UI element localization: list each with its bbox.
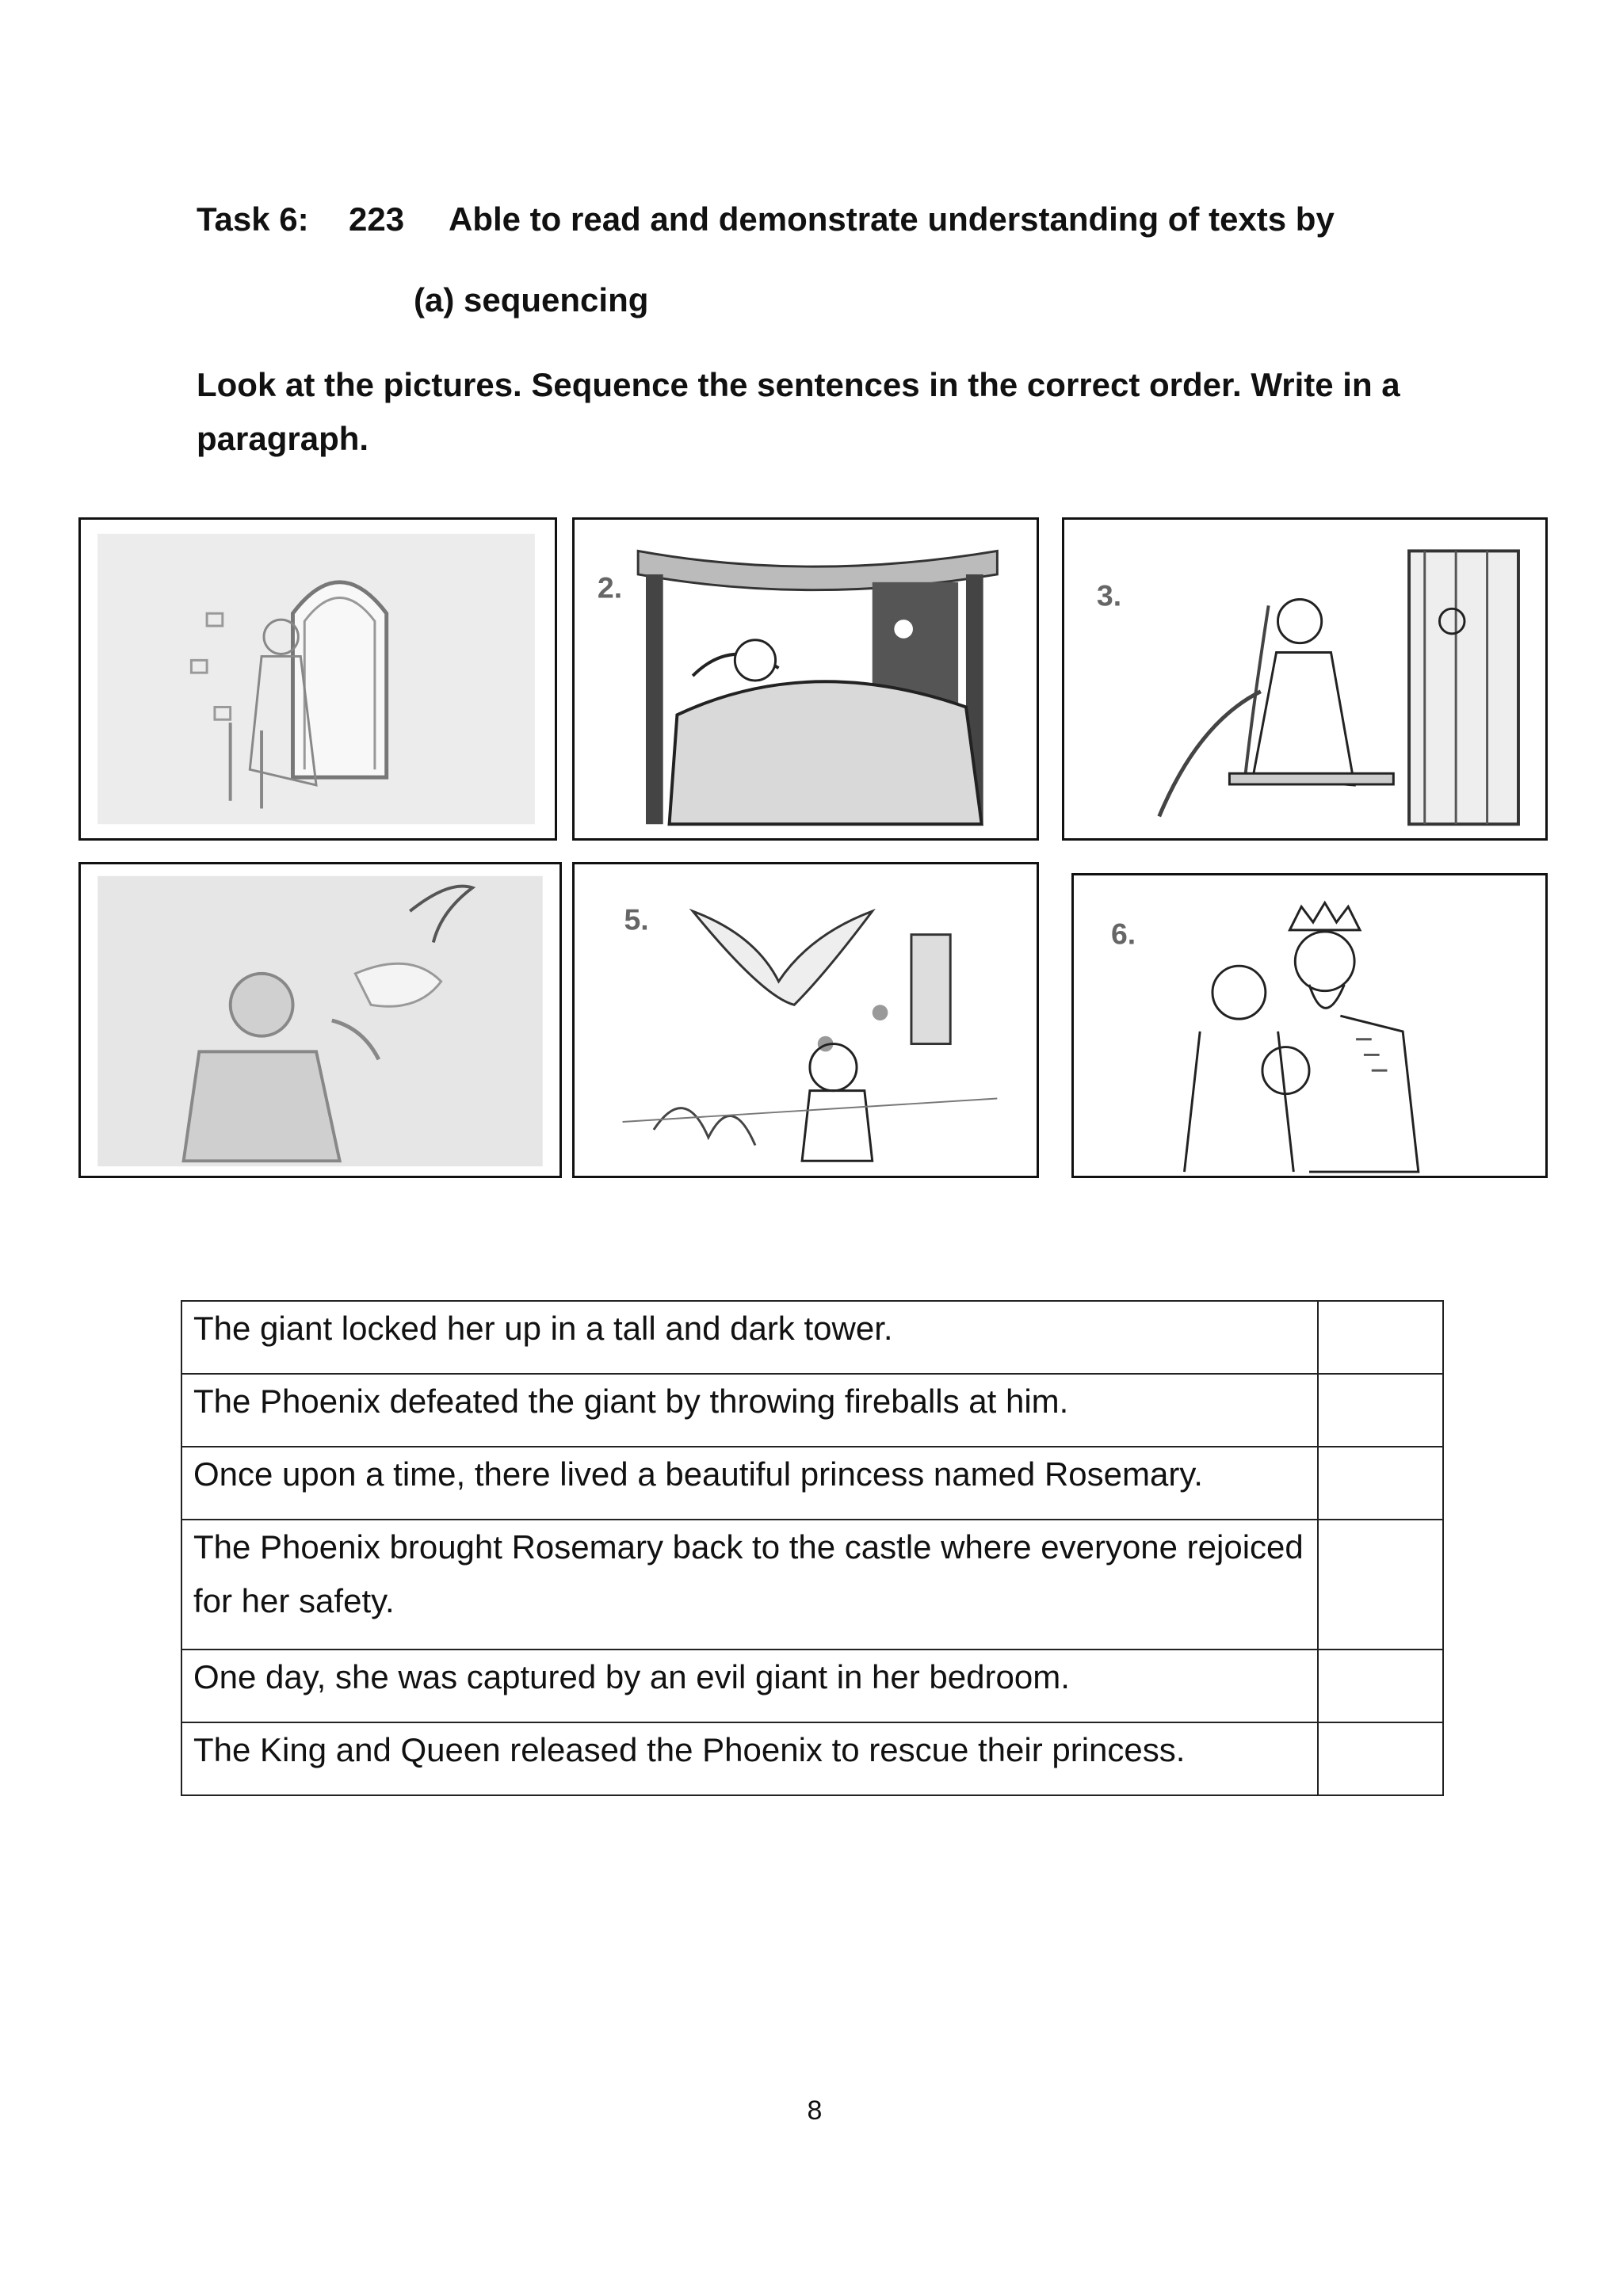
princess-window-illustration: [81, 520, 555, 838]
page-number: 8: [807, 2096, 823, 2126]
table-row: [181, 1650, 1443, 1722]
answer-box[interactable]: [1318, 1301, 1443, 1374]
instruction-text: Look at the pictures. Sequence the sentences in the correct order. Write in a paragraph.: [197, 366, 1400, 457]
task-label: Task 6:: [197, 200, 309, 238]
table-row: [181, 1447, 1443, 1520]
tower-illustration: [1064, 520, 1545, 838]
task-heading: [197, 200, 1335, 239]
table-row: [181, 1520, 1443, 1650]
phoenix-battle-illustration: [575, 864, 1037, 1176]
sentence-cell: Once upon a time, there lived a beautiful princess named Rosemary.: [181, 1447, 1318, 1520]
sentence-cell: The giant locked her up in a tall and dark tower.: [181, 1301, 1318, 1374]
picture-panel-5: [572, 862, 1039, 1178]
table-row: [181, 1722, 1443, 1795]
reunion-illustration: [1074, 875, 1545, 1176]
sentence-cell: The Phoenix defeated the giant by throwing fireballs at him.: [181, 1374, 1318, 1447]
picture-panel-1: [78, 517, 557, 841]
picture-number-6: 6.: [1110, 917, 1136, 951]
task-title: Able to read and demonstrate understanding of texts by: [449, 200, 1335, 238]
king-phoenix-illustration: [81, 864, 559, 1176]
task-sub-item: (a) sequencing: [414, 281, 649, 318]
picture-number-3: 3.: [1096, 578, 1122, 612]
picture-number-2: 2.: [597, 570, 623, 605]
answer-box[interactable]: [1318, 1520, 1443, 1650]
table-row: [181, 1374, 1443, 1447]
answer-box[interactable]: [1318, 1722, 1443, 1795]
sentence-cell: The King and Queen released the Phoenix to rescue their princess.: [181, 1722, 1318, 1795]
sentence-cell: One day, she was captured by an evil giant in her bedroom.: [181, 1650, 1318, 1722]
task-code: 223: [349, 200, 405, 238]
answer-box[interactable]: [1318, 1447, 1443, 1520]
sequencing-table: [181, 1300, 1444, 1796]
picture-panel-2: [572, 517, 1039, 841]
picture-panel-3: [1062, 517, 1548, 841]
sentence-cell: The Phoenix brought Rosemary back to the castle where everyone rejoiced for her safety.: [181, 1520, 1318, 1650]
picture-panel-6: [1071, 873, 1548, 1178]
answer-box[interactable]: [1318, 1374, 1443, 1447]
answer-box[interactable]: [1318, 1650, 1443, 1722]
table-row: [181, 1301, 1443, 1374]
picture-panel-4: [78, 862, 562, 1178]
giant-bedroom-illustration: [575, 520, 1037, 838]
picture-number-5: 5.: [624, 902, 649, 936]
